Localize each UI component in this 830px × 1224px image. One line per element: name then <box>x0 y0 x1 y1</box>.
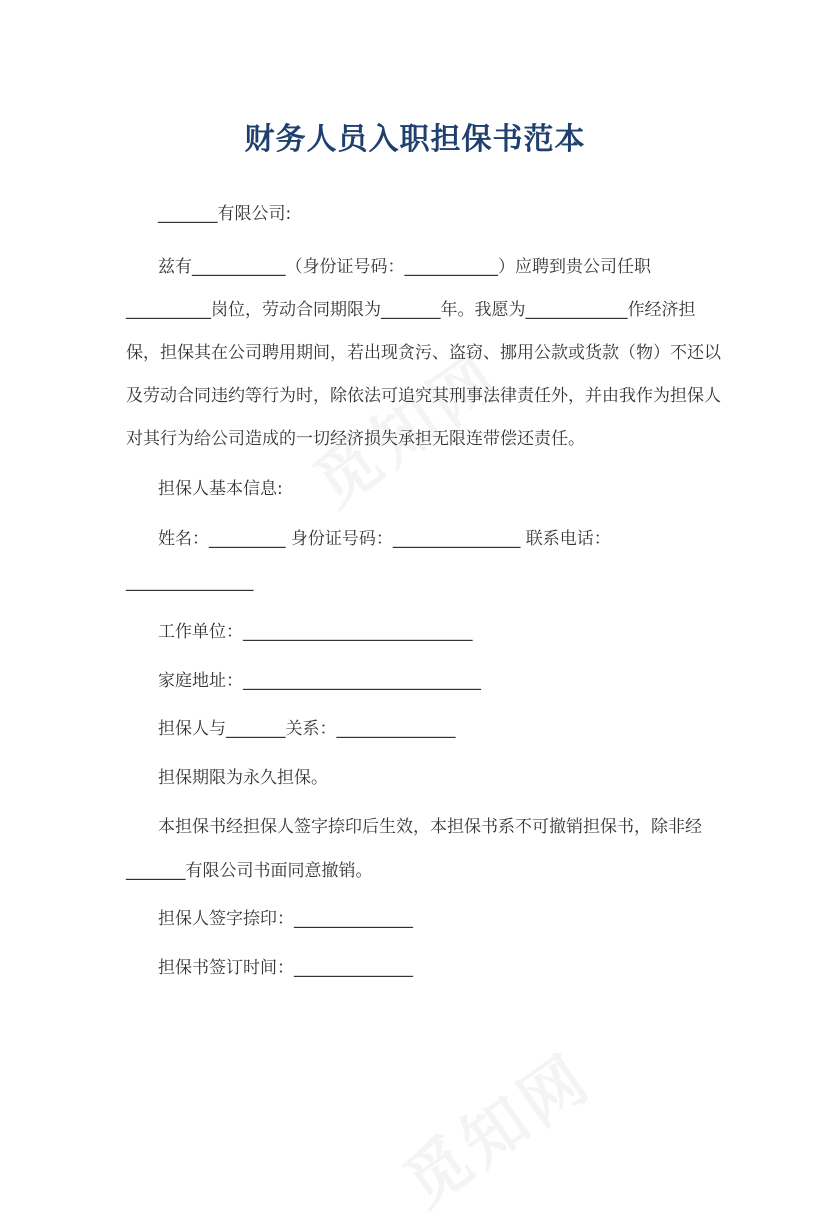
body-paragraph-line: __________岗位，劳动合同期限为_______年。我愿为____________作经济担 <box>126 300 696 320</box>
body-paragraph-line: 对其行为给公司造成的一切经济损失承担无限连带偿还责任。 <box>126 429 585 449</box>
signing-date-line: 担保书签订时间：______________ <box>158 958 413 978</box>
guarantor-contact-line: 姓名：_________ 身份证号码：_______________ 联系电话： <box>158 529 611 549</box>
body-paragraph-line: 兹有___________（身份证号码：___________）应聘到贵公司任职 <box>158 257 651 277</box>
document-title: 财务人员入职担保书范本 <box>244 122 586 157</box>
relationship-line: 担保人与_______关系：______________ <box>158 719 456 739</box>
body-paragraph-line: 保，担保其在公司聘用期间，若出现贪污、盗窃、挪用公款或货款（物）不还以 <box>126 343 721 363</box>
body-paragraph-line: 及劳动合同违约等行为时，除依法可追究其刑事法律责任外，并由我作为担保人 <box>126 386 721 406</box>
addressee-line: _______有限公司: <box>158 204 292 224</box>
guarantor-contact-line: _______________ <box>126 572 254 592</box>
signature-line: 担保人签字捺印：______________ <box>158 909 413 929</box>
effectiveness-paragraph-line: 本担保书经担保人签字捺印后生效，本担保书系不可撤销担保书，除非经 <box>158 817 702 837</box>
guarantee-term-line: 担保期限为永久担保。 <box>158 768 328 788</box>
effectiveness-paragraph-line: _______有限公司书面同意撤销。 <box>126 861 373 881</box>
home-address-line: 家庭地址：____________________________ <box>158 671 481 691</box>
work-unit-line: 工作单位：___________________________ <box>158 622 473 642</box>
watermark <box>383 1028 608 1224</box>
guarantor-info-heading: 担保人基本信息: <box>158 479 283 499</box>
